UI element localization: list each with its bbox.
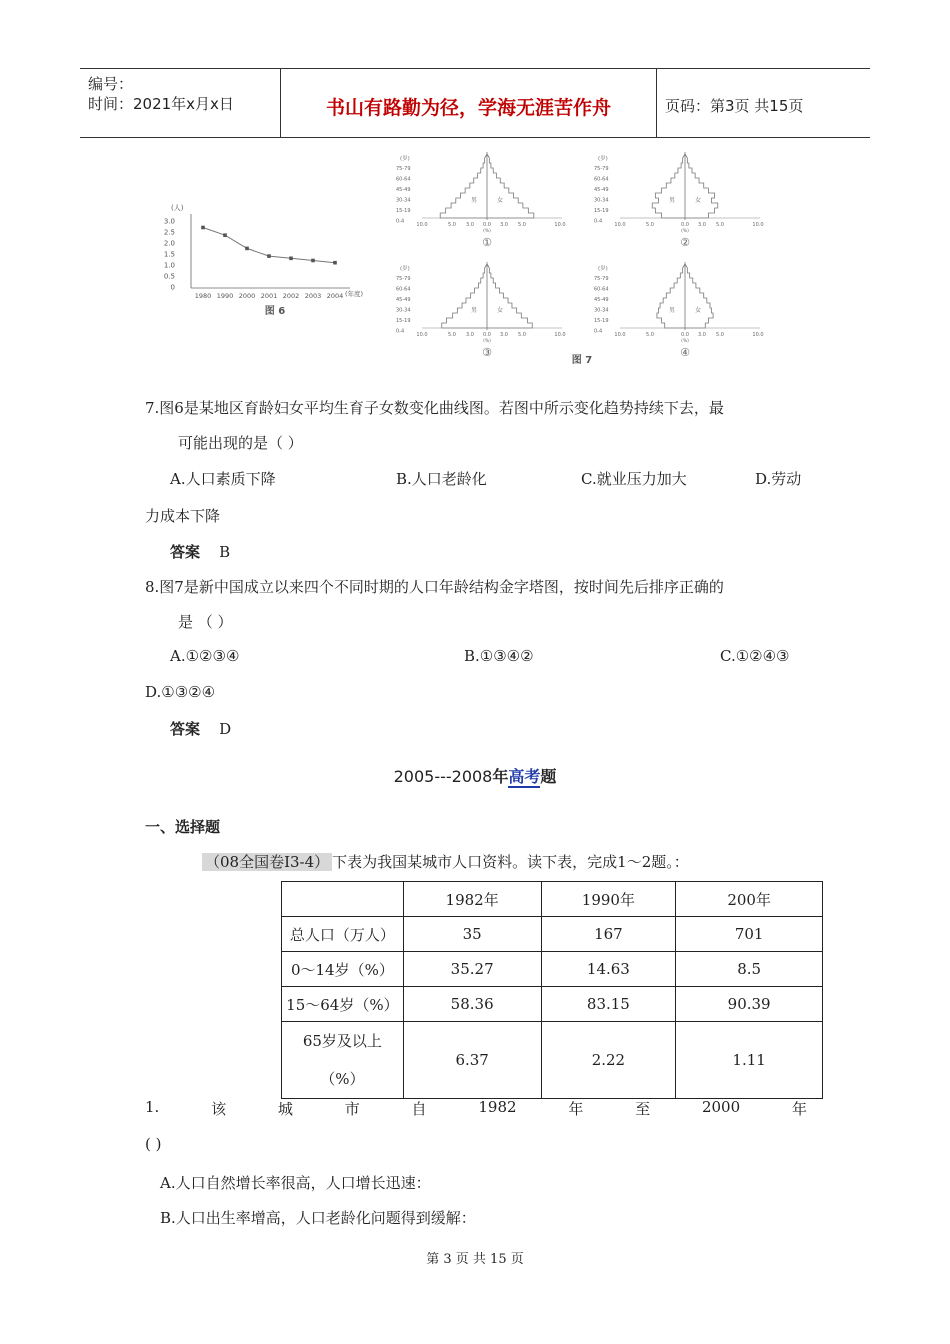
table-cell: 701 [676, 917, 823, 952]
pyramid-x-tick: 3.0 [698, 332, 706, 338]
pyramid-x-tick: 3.0 [500, 222, 508, 228]
q7-answer [170, 541, 230, 562]
q8-answer [170, 718, 231, 739]
q7-option-d-cont: 力成本下降 [145, 507, 221, 525]
pyramid-age-label: 30-34 [396, 307, 411, 314]
pyramid-age-label: 60-64 [594, 286, 609, 293]
fig6-data-point [245, 247, 249, 251]
pyramid-male-label: 男 [668, 307, 676, 314]
fig6-x-tick: 2004 [326, 292, 344, 300]
title-gaokao-link[interactable]: 高考 [508, 767, 541, 786]
q7-line2: 可能出现的是（ ） [178, 434, 303, 452]
fig6-caption: 图 6 [264, 306, 286, 317]
pyramid-age-label: 75-79 [594, 276, 609, 282]
pyramid-age-label: 60-64 [594, 176, 609, 183]
table-cell: 90.39 [676, 987, 823, 1022]
pyramid-x-tick: 10.0 [416, 332, 428, 338]
time-label: 时间：2021年x月x日 [88, 95, 234, 113]
pyramid-x-tick: 10.0 [554, 332, 566, 338]
pyramid-x-tick: 0.0 [483, 222, 491, 228]
q7-option-b: B.人口老龄化 [396, 470, 487, 488]
fig6-data-point [333, 261, 337, 265]
number-label: 编号： [88, 75, 134, 93]
table-cell: 83.15 [541, 987, 676, 1022]
q8-option-c: C.①②④③ [720, 647, 790, 665]
pyramid-pct-unit: (%) [681, 339, 689, 344]
table-header-cell [282, 882, 404, 917]
table-header-cell: 1982年 [403, 882, 541, 917]
question-intro [202, 851, 689, 872]
answer-label: 答案 [170, 543, 201, 561]
pyramid-female-outline [685, 154, 718, 218]
pyramid-female-outline [487, 264, 532, 328]
fig6-data-point [311, 259, 315, 263]
pyramid-age-label: 15-19 [594, 208, 609, 214]
fig6-x-tick: 2002 [282, 292, 300, 300]
pyramid-age-label: 60-64 [396, 176, 411, 183]
pyramid-age-unit: (岁) [598, 156, 608, 162]
pyramid-pct-unit: (%) [483, 339, 491, 344]
pyramid-x-tick: 10.0 [752, 222, 764, 228]
pyramid-x-tick: 10.0 [614, 222, 626, 228]
figure-6-line-chart [165, 200, 380, 325]
fig6-x-tick: 2000 [238, 292, 256, 300]
answer-value: D [219, 720, 232, 738]
pyramid-age-unit: (岁) [598, 266, 608, 272]
pyramid-age-label: 60-64 [396, 286, 411, 293]
pyramid-pct-unit: (%) [483, 229, 491, 234]
pyramid-age-label: 15-19 [396, 318, 411, 324]
pyramid-age-label: 0-4 [594, 218, 603, 225]
pyramid-age-unit: (岁) [400, 266, 410, 272]
pyramid-age-label: 75-79 [396, 166, 411, 172]
pyramid-female-outline [685, 264, 713, 328]
table-cell: 6.37 [403, 1022, 541, 1099]
pyramid-male-outline [442, 264, 487, 328]
fig6-data-point [267, 254, 271, 258]
q1-option-a: A.人口自然增长率很高，人口增长迅速： [160, 1174, 431, 1192]
header-right-cell [657, 69, 870, 137]
table-header-row [282, 882, 823, 917]
pyramid-1 [396, 152, 566, 249]
fig6-data-point [289, 257, 293, 261]
q7-option-d: D.劳动 [755, 470, 802, 488]
source-tag: （08全国卷Ⅰ3-4） [202, 853, 332, 871]
pyramid-female-label: 女 [694, 197, 702, 204]
fig6-y-tick: 2.5 [163, 228, 175, 237]
answer-value: B [219, 543, 231, 561]
pyramid-x-tick: 5.0 [518, 332, 526, 338]
pyramid-male-outline [652, 154, 685, 218]
table-cell: 总人口（万人） [282, 917, 404, 952]
pyramid-x-tick: 5.0 [716, 332, 724, 338]
population-table [281, 881, 823, 1099]
pyramid-x-tick: 3.0 [698, 222, 706, 228]
fig6-y-tick: 1.0 [163, 261, 175, 270]
table-cell: 1.11 [676, 1022, 823, 1099]
pyramid-female-outline [487, 154, 534, 218]
pyramid-pct-unit: (%) [681, 229, 689, 234]
pyramid-age-label: 15-19 [594, 318, 609, 324]
table-cell: 35 [403, 917, 541, 952]
pyramid-age-unit: (岁) [400, 156, 410, 162]
table-cell: 167 [541, 917, 676, 952]
pyramid-age-label: 0-4 [594, 328, 603, 335]
pyramid-number-label: ② [680, 236, 690, 249]
pyramid-x-tick: 5.0 [448, 222, 456, 228]
pyramid-2 [594, 152, 764, 249]
page-footer: 第 3 页 共 15 页 [426, 1252, 524, 1267]
page-header [80, 68, 870, 138]
q7-line1: 7.图6是某地区育龄妇女平均生育子女数变化曲线图。若图中所示变化趋势持续下去，最 [145, 399, 724, 417]
q8-line1: 8.图7是新中国成立以来四个不同时期的人口年龄结构金字塔图，按时间先后排序正确的 [145, 578, 724, 596]
table-header-cell: 1990年 [541, 882, 676, 917]
pyramid-x-tick: 3.0 [466, 222, 474, 228]
table-row [282, 987, 823, 1022]
pyramid-x-tick: 0.0 [681, 222, 689, 228]
figure-7-pyramids [392, 150, 777, 370]
q7-option-a: A.人口素质下降 [170, 470, 276, 488]
title-years: 2005---2008 [393, 767, 493, 786]
fig6-y-unit: (人) [171, 204, 184, 212]
pyramid-x-tick: 10.0 [614, 332, 626, 338]
table-cell: 35.27 [403, 952, 541, 987]
answer-label: 答案 [170, 720, 201, 738]
fig6-y-tick: 2.0 [163, 239, 175, 248]
pyramid-x-tick: 0.0 [483, 332, 491, 338]
pyramid-x-tick: 10.0 [752, 332, 764, 338]
pyramid-age-label: 30-34 [594, 307, 609, 314]
pyramid-age-label: 45-49 [594, 187, 609, 193]
pyramid-age-label: 75-79 [396, 276, 411, 282]
table-row [282, 952, 823, 987]
pyramid-x-tick: 5.0 [518, 222, 526, 228]
fig6-y-tick: 0.5 [163, 272, 175, 281]
q8-line2: 是 （ ） [178, 613, 233, 631]
pyramid-x-tick: 5.0 [448, 332, 456, 338]
pyramid-female-label: 女 [496, 197, 504, 204]
intro-text: 下表为我国某城市人口资料。读下表，完成1～2题。： [332, 853, 689, 871]
table-row [282, 917, 823, 952]
table-row [282, 1022, 823, 1099]
title-year-char: 年 [492, 767, 509, 786]
pyramid-age-label: 0-4 [396, 218, 405, 225]
pyramid-x-tick: 5.0 [716, 222, 724, 228]
page-info: 页码：第3页 共15页 [665, 97, 804, 115]
pyramid-x-tick: 5.0 [646, 332, 654, 338]
pyramid-female-label: 女 [496, 307, 504, 314]
pyramid-female-label: 女 [694, 307, 702, 314]
pyramid-x-tick: 0.0 [681, 332, 689, 338]
q8-option-d: D.①③②④ [145, 683, 216, 701]
table-cell: 2.22 [541, 1022, 676, 1099]
pyramid-x-tick: 10.0 [554, 222, 566, 228]
fig6-data-point [223, 233, 227, 237]
title-suffix: 题 [540, 767, 557, 786]
pyramid-age-label: 45-49 [396, 297, 411, 303]
table-cell: 58.36 [403, 987, 541, 1022]
pyramid-3 [396, 262, 566, 359]
pyramid-age-label: 30-34 [594, 197, 609, 204]
fig6-y-tick: 3.0 [163, 217, 175, 226]
header-middle-cell [281, 69, 657, 137]
q1-line1: 1. 该 城 市 自 1982 年 至 2000 年 [145, 1098, 807, 1118]
fig7-caption: 图 7 [571, 355, 593, 366]
q8-option-a: A.①②③④ [170, 647, 240, 665]
pyramid-male-outline [440, 154, 487, 218]
table-cell: 0～14岁（%） [282, 952, 404, 987]
header-left-cell [80, 69, 281, 137]
fig6-y-tick: 1.5 [163, 250, 175, 259]
pyramid-4 [594, 262, 764, 359]
pyramid-x-tick: 3.0 [466, 332, 474, 338]
fig6-y-tick: 0 [170, 283, 175, 292]
pyramid-age-label: 30-34 [396, 197, 411, 204]
pyramid-age-label: 0-4 [396, 328, 405, 335]
fig6-x-tick: 1990 [216, 292, 234, 300]
q7-option-c: C.就业压力加大 [581, 470, 687, 488]
pyramid-age-label: 75-79 [594, 166, 609, 172]
fig6-x-tick: 2003 [304, 292, 322, 300]
table-cell: 14.63 [541, 952, 676, 987]
pyramid-x-tick: 5.0 [646, 222, 654, 228]
pyramid-male-label: 男 [470, 197, 478, 204]
fig6-x-tick: 2001 [260, 292, 278, 300]
pyramid-age-label: 45-49 [396, 187, 411, 193]
pyramid-number-label: ④ [680, 346, 690, 359]
q1-paren: ( ) [145, 1135, 162, 1153]
fig6-data-point [201, 226, 205, 230]
fig6-x-unit: (年度) [345, 290, 364, 298]
fig6-x-tick: 1980 [194, 292, 212, 300]
pyramid-male-label: 男 [668, 197, 676, 204]
pyramid-x-tick: 3.0 [500, 332, 508, 338]
table-cell: 8.5 [676, 952, 823, 987]
pyramid-male-label: 男 [470, 307, 478, 314]
pyramid-age-label: 15-19 [396, 208, 411, 214]
pyramid-number-label: ③ [482, 346, 492, 359]
q1-option-b: B.人口出生率增高，人口老龄化问题得到缓解： [160, 1209, 476, 1227]
q8-option-b: B.①③④② [464, 647, 534, 665]
pyramid-male-outline [657, 264, 685, 328]
section-heading: 一、选择题 [145, 818, 221, 836]
table-cell: 65岁及以上 （%） [282, 1022, 404, 1099]
pyramid-number-label: ① [482, 236, 492, 249]
motto: 书山有路勤为径，学海无涯苦作舟 [325, 97, 611, 119]
section-title [0, 764, 950, 787]
table-header-cell: 200年 [676, 882, 823, 917]
pyramid-age-label: 45-49 [594, 297, 609, 303]
table-cell: 15～64岁（%） [282, 987, 404, 1022]
pyramid-x-tick: 10.0 [416, 222, 428, 228]
